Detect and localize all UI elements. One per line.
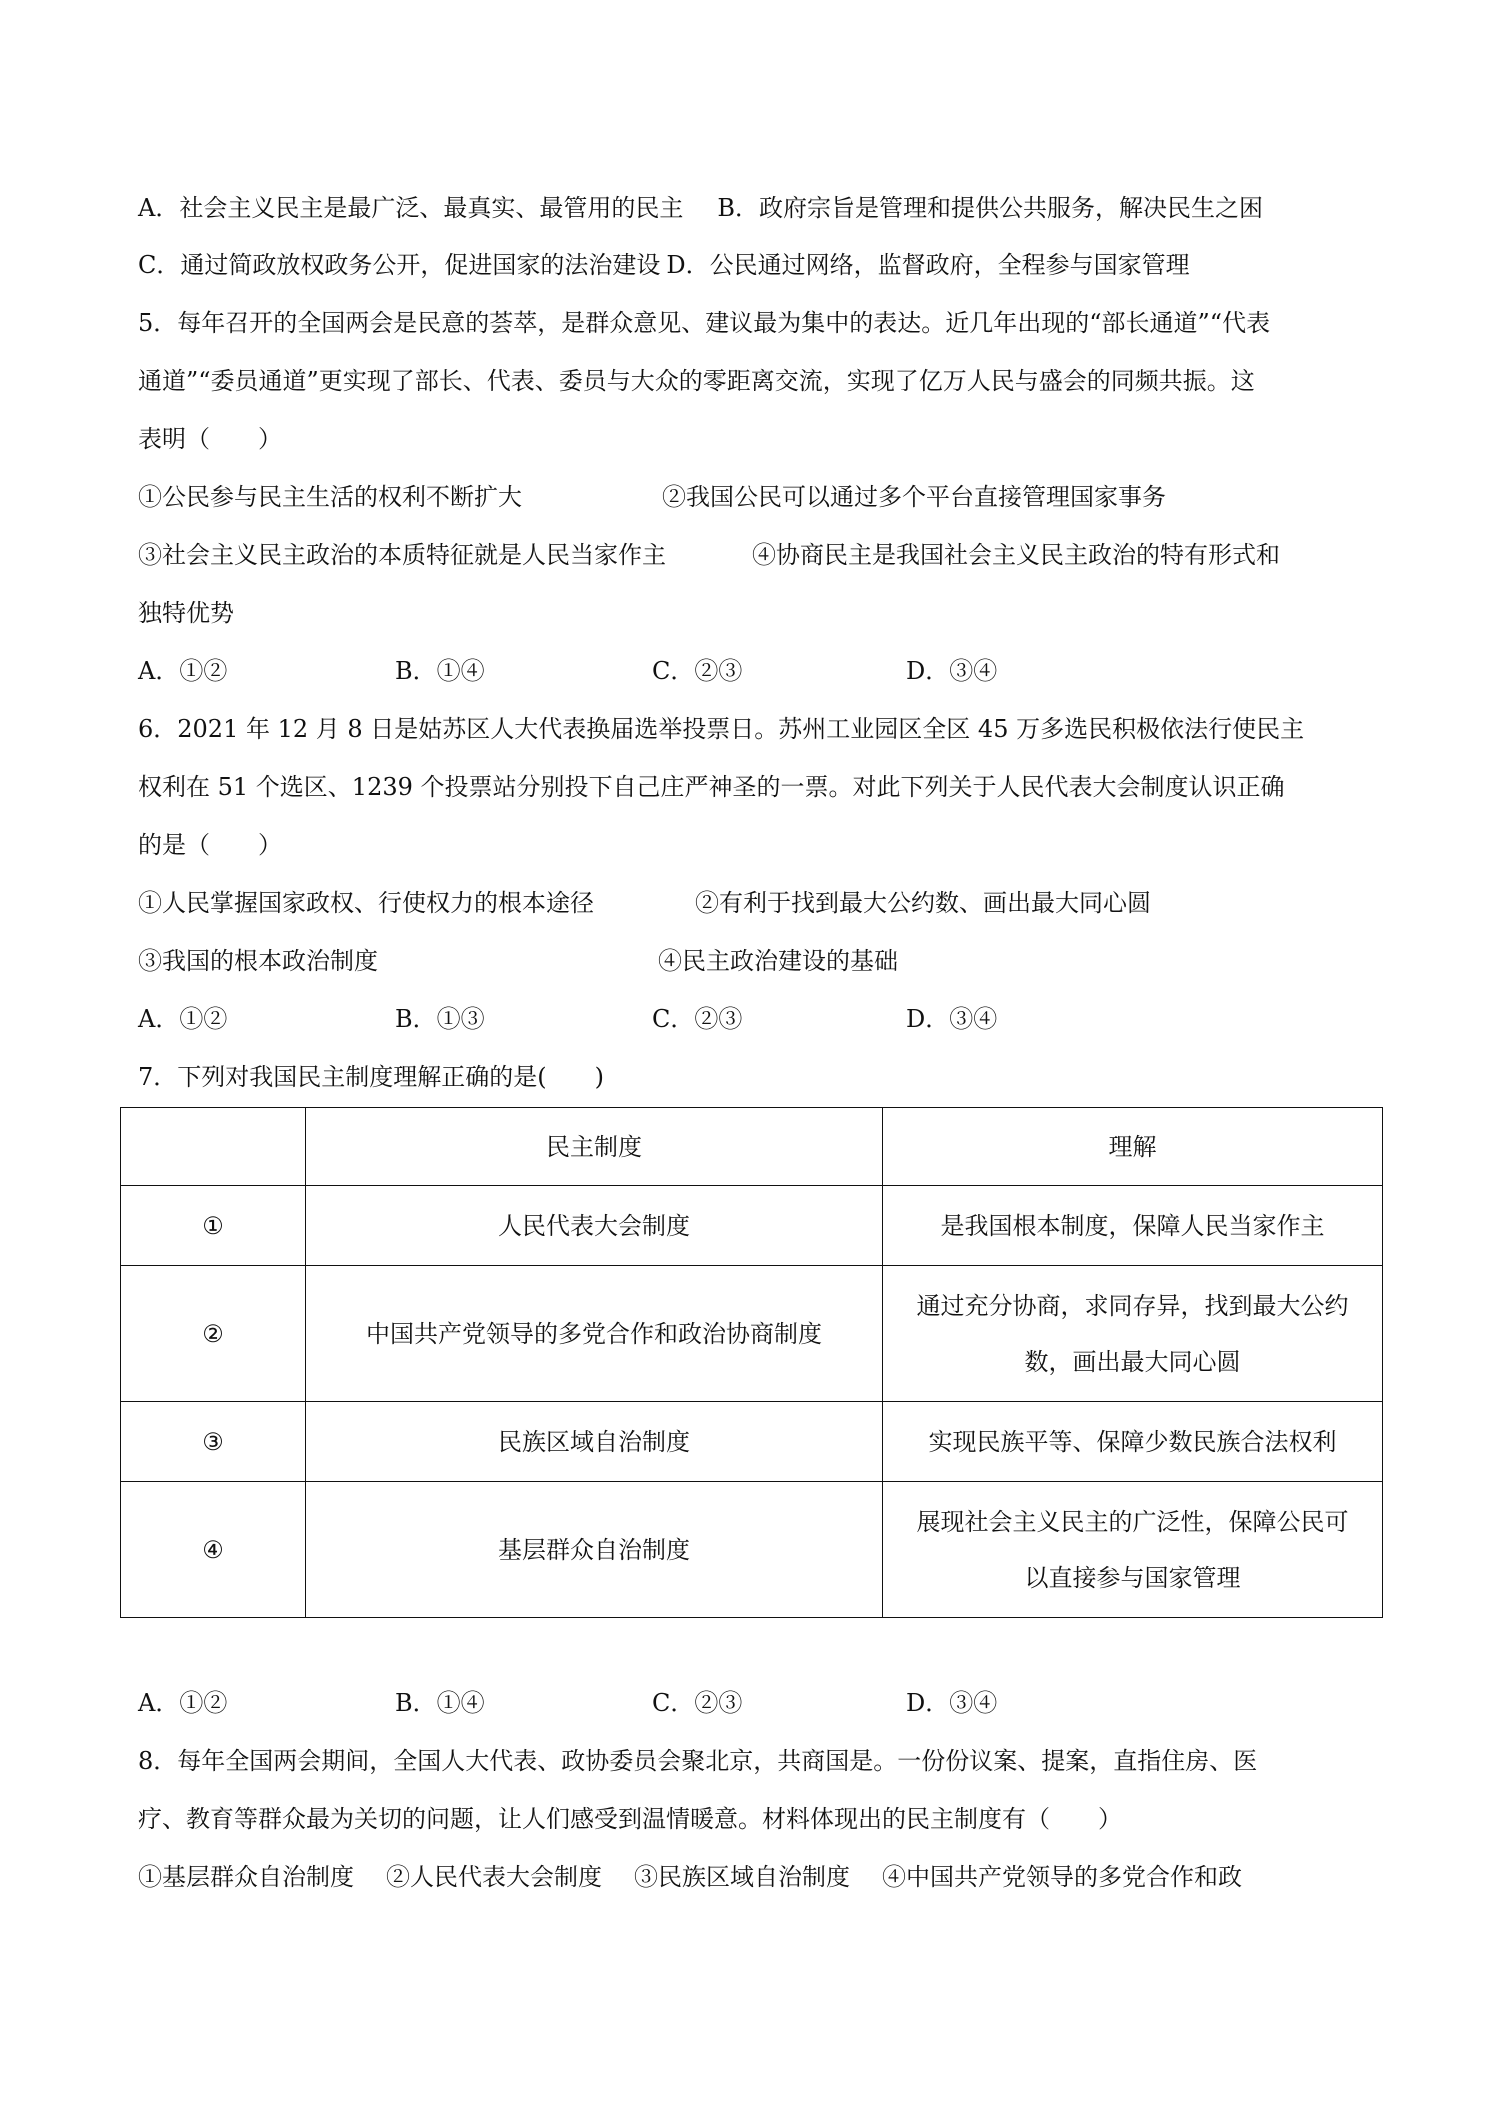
q7-choice-b: B．①④ xyxy=(395,1689,485,1717)
table-row xyxy=(121,1186,1383,1266)
row-number: ② xyxy=(121,1266,306,1402)
q6-item-4: ④民主政治建设的基础 xyxy=(658,947,898,975)
row-system: 人民代表大会制度 xyxy=(306,1186,883,1266)
q5-choice-d: D．③④ xyxy=(906,657,998,685)
q5-stem-line-1: 5．每年召开的全国两会是民意的荟萃，是群众意见、建议最为集中的表达。近几年出现的“部长通道”“代表 xyxy=(138,309,1271,337)
q8-stem-line-2: 疗、教育等群众最为关切的问题，让人们感受到温情暖意。材料体现出的民主制度有（ ） xyxy=(138,1805,1122,1833)
q5-item-4-line-1: ④协商民主是我国社会主义民主政治的特有形式和 xyxy=(752,541,1280,569)
q7-choice-c: C．②③ xyxy=(652,1689,743,1717)
q4-option-c: C．通过简政放权政务公开，促进国家的法治建设 xyxy=(138,251,661,279)
q5-stem-line-3: 表明（ ） xyxy=(138,425,282,453)
q4-option-b: B．政府宗旨是管理和提供公共服务，解决民生之困 xyxy=(717,194,1263,222)
table-row xyxy=(121,1266,1383,1402)
row-system: 基层群众自治制度 xyxy=(306,1482,883,1618)
q5-item-3: ③社会主义民主政治的本质特征就是人民当家作主 xyxy=(138,541,666,569)
q6-item-1: ①人民掌握国家政权、行使权力的根本途径 xyxy=(138,889,594,917)
q4-options-row-2 xyxy=(138,249,1190,281)
row-meaning-line: 通过充分协商，求同存异，找到最大公约 xyxy=(916,1291,1349,1320)
q4-options-row-1 xyxy=(138,192,1263,224)
q5-stem-line-2: 通道”“委员通道”更实现了部长、代表、委员与大众的零距离交流，实现了亿万人民与盛会的同频共振。这 xyxy=(138,367,1255,395)
q8-item-2: ②人民代表大会制度 xyxy=(386,1863,602,1891)
q6-choice-b: B．①③ xyxy=(395,1005,485,1033)
row-number: ④ xyxy=(121,1482,306,1618)
q5-choice-b: B．①④ xyxy=(395,657,485,685)
q6-stem-line-2: 权利在 51 个选区、1239 个投票站分别投下自己庄严神圣的一票。对此下列关于人民代表大会制度认识正确 xyxy=(138,773,1285,801)
q5-item-2: ②我国公民可以通过多个平台直接管理国家事务 xyxy=(662,483,1166,511)
q6-stem-line-1: 6．2021 年 12 月 8 日是姑苏区人大代表换届选举投票日。苏州工业园区全区 45 万多选民积极依法行使民主 xyxy=(138,715,1305,743)
q8-item-1: ①基层群众自治制度 xyxy=(138,1863,354,1891)
row-meaning-line: 以直接参与国家管理 xyxy=(1024,1563,1241,1592)
q6-item-2: ②有利于找到最大公约数、画出最大同心圆 xyxy=(695,889,1151,917)
q7-choice-a: A．①② xyxy=(138,1689,228,1717)
row-system: 民族区域自治制度 xyxy=(306,1402,883,1482)
q7-choice-d: D．③④ xyxy=(906,1689,998,1717)
table-header-row xyxy=(121,1108,1383,1186)
q7-stem: 7．下列对我国民主制度理解正确的是( ) xyxy=(138,1063,604,1091)
q8-items-row xyxy=(138,1861,1242,1893)
q8-item-3: ③民族区域自治制度 xyxy=(634,1863,850,1891)
q7-table xyxy=(120,1107,1383,1618)
row-number: ① xyxy=(121,1186,306,1266)
table-header-cell: 理解 xyxy=(883,1108,1383,1186)
q5-choice-a: A．①② xyxy=(138,657,228,685)
table-header-cell: 民主制度 xyxy=(306,1108,883,1186)
row-meaning-line: 展现社会主义民主的广泛性，保障公民可 xyxy=(916,1507,1349,1536)
row-system: 中国共产党领导的多党合作和政治协商制度 xyxy=(306,1266,883,1402)
row-number: ③ xyxy=(121,1402,306,1482)
q8-stem-line-1: 8．每年全国两会期间，全国人大代表、政协委员会聚北京，共商国是。一份份议案、提案，直指住房、医 xyxy=(138,1747,1258,1775)
q8-item-4: ④中国共产党领导的多党合作和政 xyxy=(882,1863,1242,1891)
q6-choice-a: A．①② xyxy=(138,1005,228,1033)
q6-choice-d: D．③④ xyxy=(906,1005,998,1033)
row-meaning: 是我国根本制度，保障人民当家作主 xyxy=(883,1186,1383,1266)
q5-item-4-line-2: 独特优势 xyxy=(138,599,234,627)
q4-option-a: A．社会主义民主是最广泛、最真实、最管用的民主 xyxy=(138,194,684,222)
q6-item-3: ③我国的根本政治制度 xyxy=(138,947,378,975)
q6-stem-line-3: 的是（ ） xyxy=(138,831,282,859)
row-meaning: 实现民族平等、保障少数民族合法权利 xyxy=(883,1402,1383,1482)
table-row xyxy=(121,1482,1383,1618)
q4-option-d: D．公民通过网络，监督政府，全程参与国家管理 xyxy=(666,251,1190,279)
row-meaning xyxy=(883,1266,1383,1402)
row-meaning xyxy=(883,1482,1383,1618)
table-row xyxy=(121,1402,1383,1482)
q5-item-1: ①公民参与民主生活的权利不断扩大 xyxy=(138,483,522,511)
table-header-cell xyxy=(121,1108,306,1186)
row-meaning-line: 数，画出最大同心圆 xyxy=(1024,1347,1241,1376)
q5-choice-c: C．②③ xyxy=(652,657,743,685)
q6-choice-c: C．②③ xyxy=(652,1005,743,1033)
